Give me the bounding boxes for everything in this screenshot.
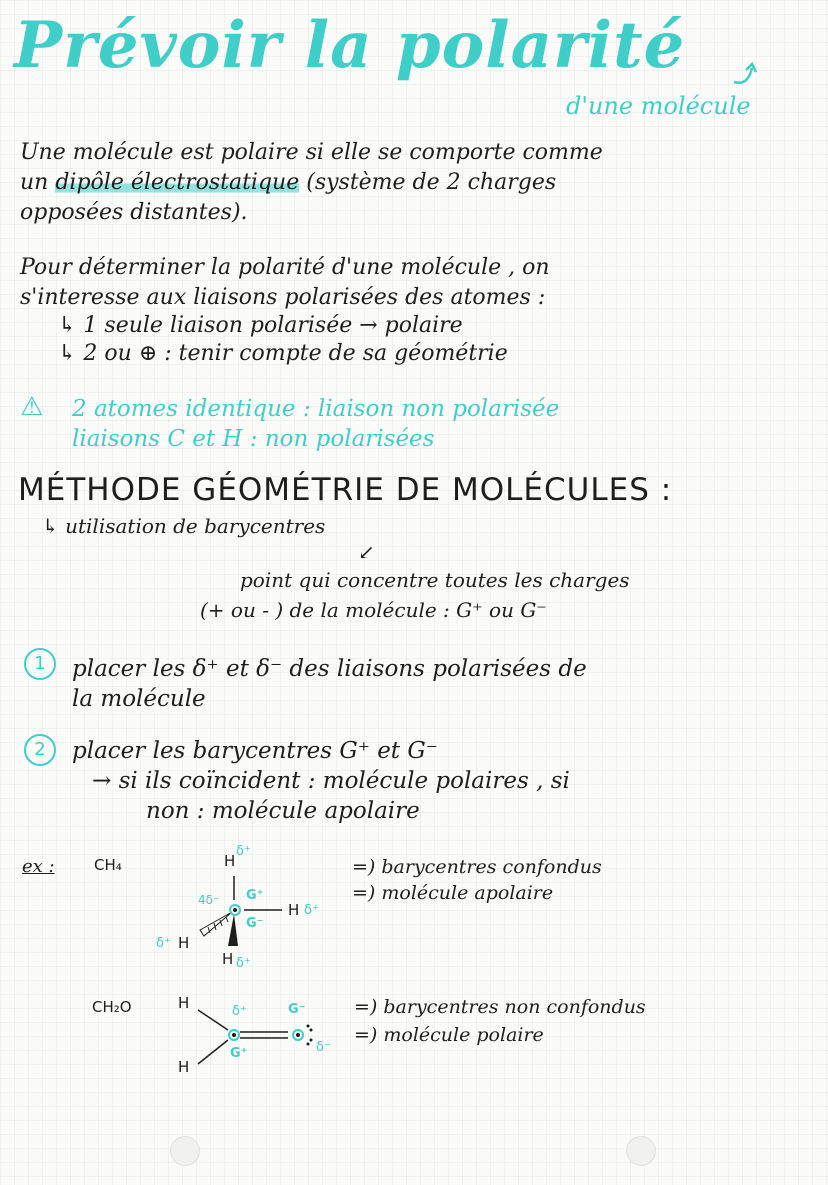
method-line-3: (+ ou - ) de la molécule : G⁺ ou G⁻ bbox=[200, 598, 547, 622]
binder-hole-left bbox=[170, 1136, 200, 1166]
intro-line-1: Une molécule est polaire si elle se comporte comme bbox=[20, 140, 603, 165]
method-heading: MÉTHODE GÉOMÉTRIE DE MOLÉCULES : bbox=[18, 472, 673, 508]
ch2o-h-top: H bbox=[178, 994, 190, 1012]
determine-line-2: s'interesse aux liaisons polarisées des atomes : bbox=[20, 285, 546, 310]
ch4-result-1: =) barycentres confondus bbox=[352, 856, 602, 878]
ch4-result-2: =) molécule apolaire bbox=[352, 882, 554, 904]
ch2o-formula: CH₂O bbox=[92, 998, 132, 1016]
determine-bullet-2: ↳ 2 ou ⊕ : tenir compte de sa géométrie bbox=[58, 341, 508, 366]
ch2o-bonds-diagram bbox=[188, 1000, 328, 1070]
ch4-gminus: G⁻ bbox=[246, 916, 264, 931]
page-title: Prévoir la polarité bbox=[14, 8, 686, 83]
ch2o-delta-c: δ⁺ bbox=[232, 1004, 247, 1019]
intro-line-2-post: (système de 2 charges bbox=[306, 170, 557, 195]
method-line-2: point qui concentre toutes les charges bbox=[240, 568, 630, 592]
method-arrow: ↙ bbox=[358, 540, 375, 564]
intro-line-2 bbox=[20, 170, 556, 195]
ch4-h-bottom: H bbox=[222, 950, 234, 968]
binder-hole-right bbox=[626, 1136, 656, 1166]
determine-bullet-1: ↳ 1 seule liaison polarisée → polaire bbox=[58, 313, 463, 338]
ch2o-gplus: G⁺ bbox=[230, 1046, 248, 1061]
step-2-number: 2 bbox=[24, 734, 56, 766]
step-1-number: 1 bbox=[24, 648, 56, 680]
ch4-delta-left: 4δ⁻ bbox=[198, 893, 220, 907]
ch4-gplus: G⁺ bbox=[246, 888, 264, 903]
step-2-line-3: non : molécule apolaire bbox=[146, 798, 420, 824]
determine-line-1: Pour déterminer la polarité d'une molécule , on bbox=[20, 255, 550, 280]
method-line-1: ↳ utilisation de barycentres bbox=[42, 514, 326, 538]
ch4-bonds-diagram bbox=[190, 870, 300, 960]
step-2-line-2: → si ils coïncident : molécule polaires , si bbox=[92, 768, 570, 794]
curl-arrow-icon bbox=[728, 52, 768, 92]
intro-line-2-pre: un bbox=[20, 170, 49, 195]
ch4-h-top: H bbox=[224, 852, 236, 870]
warning-line-1: 2 atomes identique : liaison non polarisée bbox=[72, 396, 560, 422]
ch2o-delta-o: δ⁻ bbox=[316, 1040, 331, 1055]
ch4-h-bottom-left: H bbox=[178, 934, 190, 952]
ch2o-result-1: =) barycentres non confondus bbox=[354, 996, 646, 1018]
ch4-formula: CH₄ bbox=[94, 856, 122, 874]
intro-line-3: opposées distantes). bbox=[20, 200, 248, 225]
warning-line-2: liaisons C et H : non polarisées bbox=[72, 426, 435, 452]
ch4-delta-right: δ⁺ bbox=[304, 903, 319, 918]
warning-icon: ⚠ bbox=[20, 392, 44, 422]
ch2o-result-2: =) molécule polaire bbox=[354, 1024, 544, 1046]
ch4-delta-bottom-left: δ⁺ bbox=[156, 936, 171, 951]
example-label: ex : bbox=[22, 856, 55, 877]
step-2-line-1: placer les barycentres G⁺ et G⁻ bbox=[72, 738, 438, 764]
step-1-line-1: placer les δ⁺ et δ⁻ des liaisons polarisées de bbox=[72, 656, 587, 682]
ch2o-gminus: G⁻ bbox=[288, 1002, 306, 1017]
page-subtitle: d'une molécule bbox=[566, 92, 751, 120]
step-1-line-2: la molécule bbox=[72, 686, 206, 712]
ch4-h-right: H bbox=[288, 901, 300, 919]
ch4-delta-bottom: δ⁺ bbox=[236, 956, 251, 971]
highlight-dipole: dipôle électrostatique bbox=[55, 170, 300, 195]
ch4-delta-top: δ⁺ bbox=[236, 844, 251, 859]
ch2o-h-bottom: H bbox=[178, 1058, 190, 1076]
